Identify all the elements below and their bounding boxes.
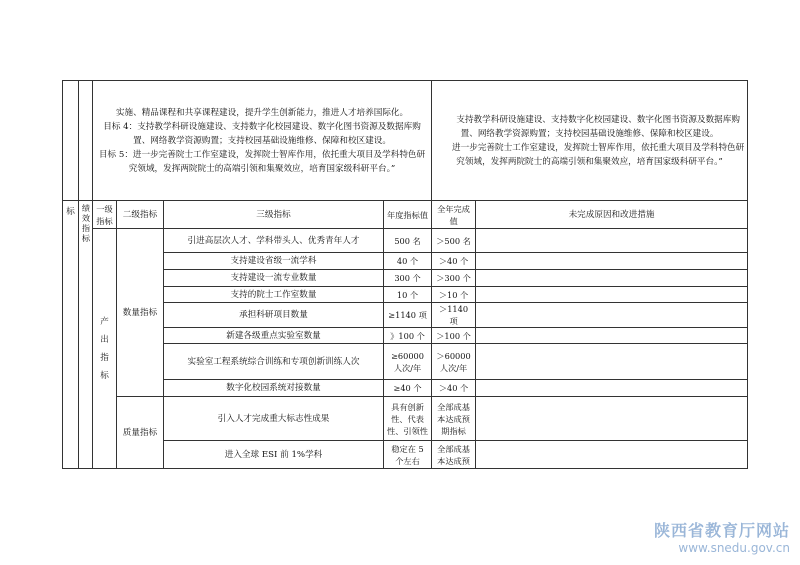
goal-paragraph: 支持教学科研设施建设、支持数字化校园建设、数字化图书资源及数据库购置、网络教学资源购置；支持校园基础设施维修、保障和校区建设。: [456, 114, 740, 139]
level1-output-cell: [93, 229, 117, 469]
actual-cell: ＞1140 项: [432, 303, 476, 328]
actual-cell: ＞100 个: [432, 328, 476, 344]
table-row: [63, 380, 748, 397]
level1-output-label: 产出指标: [100, 316, 109, 381]
target-cell: ≥40 个: [384, 380, 432, 397]
reason-cell: [476, 229, 748, 253]
side-label-b: 绩效指标: [81, 203, 91, 243]
header-level1: 一级指标: [93, 201, 117, 229]
header-level2: 二级指标: [117, 201, 164, 229]
performance-table: [62, 80, 748, 469]
target-cell: 10 个: [384, 287, 432, 303]
header-annual-target: 年度指标值: [384, 201, 432, 229]
header-reason: 未完成原因和改进措施: [476, 201, 748, 229]
goal-paragraph: 目标 5：进一步完善院士工作室建设，发挥院士智库作用，依托重大项目及学科特色研究领域，发挥两院院士的高端引领和集聚效应，培育国家级科研平台。”: [98, 149, 426, 174]
table-row: [63, 441, 748, 469]
actual-cell: ＞60000 人次/年: [432, 344, 476, 380]
indicator-cell: 支持建设省级一流学科: [164, 253, 384, 270]
goal-paragraph: 目标 4：支持教学科研设施建设、支持数字化校园建设、数字化图书资源及数据库购置、网络教学资源购置；支持校园基础设施维修、保障和校区建设。: [103, 121, 421, 146]
reason-cell: [476, 397, 748, 441]
actual-cell: 全部成基本达成预期指标: [432, 397, 476, 441]
target-cell: 300 个: [384, 270, 432, 287]
indicator-cell: 新建各级重点实验室数量: [164, 328, 384, 344]
indicator-cell: 支持建设一流专业数量: [164, 270, 384, 287]
reason-cell: [476, 380, 748, 397]
target-cell: 500 名: [384, 229, 432, 253]
target-cell: ≥60000 人次/年: [384, 344, 432, 380]
reason-cell: [476, 303, 748, 328]
reason-cell: [476, 270, 748, 287]
table-row: [63, 253, 748, 270]
header-level3: 三级指标: [164, 201, 384, 229]
table-row: [63, 229, 748, 253]
table-row: [63, 303, 748, 328]
watermark-title: 陕西省教育厅网站: [653, 521, 790, 540]
actual-cell: ＞10 个: [432, 287, 476, 303]
indicator-cell: 进入全球 ESI 前 1%学科: [164, 441, 384, 469]
table-row: [63, 397, 748, 441]
header-row: [63, 201, 748, 229]
reason-cell: [476, 328, 748, 344]
table-row: [63, 270, 748, 287]
target-cell: 40 个: [384, 253, 432, 270]
indicator-cell: 引进高层次人才、学科带头人、优秀青年人才: [164, 229, 384, 253]
reason-cell: [476, 441, 748, 469]
actual-cell: ＞40 个: [432, 253, 476, 270]
indicator-cell: 承担科研项目数量: [164, 303, 384, 328]
side-label-a: 标: [66, 207, 75, 217]
indicator-cell: 引入人才完成重大标志性成果: [164, 397, 384, 441]
group-quality: 质量指标: [117, 397, 164, 469]
goal-paragraph: 实施、精品课程和共享课程建设，提升学生创新能力，推进人才培养国际化。: [115, 107, 409, 118]
actual-cell: ＞300 个: [432, 270, 476, 287]
goals-right-cell: [432, 81, 748, 201]
target-cell: 》100 个: [384, 328, 432, 344]
side-label-a-cell: [63, 201, 79, 469]
target-cell: 具有创新性、代表性、引领性: [384, 397, 432, 441]
indicator-cell: 支持的院士工作室数量: [164, 287, 384, 303]
watermark: [654, 518, 790, 555]
actual-cell: ＞500 名: [432, 229, 476, 253]
actual-cell: 全部成基本达成预: [432, 441, 476, 469]
goal-paragraph: 进一步完善院士工作室建设，发挥院士智库作用，依托重大项目及学科特色研究领域，发挥两院院士的高端引领和集聚效应，培育国家级科研平台。”: [452, 142, 745, 167]
goals-left-cell: [93, 81, 432, 201]
target-cell: ≥1140 项: [384, 303, 432, 328]
side-label-b-cell: [79, 201, 93, 469]
actual-cell: ＞40 个: [432, 380, 476, 397]
indicator-cell: 数字化校园系统对接数量: [164, 380, 384, 397]
reason-cell: [476, 344, 748, 380]
watermark-url: www.snedu.gov.cn: [678, 541, 790, 555]
table-row: [63, 328, 748, 344]
table-row: [63, 287, 748, 303]
reason-cell: [476, 287, 748, 303]
indicator-cell: 实验室工程系统综合训练和专项创新训练人次: [164, 344, 384, 380]
reason-cell: [476, 253, 748, 270]
group-quantity: 数量指标: [117, 229, 164, 397]
target-cell: 稳定在 5 个左右: [384, 441, 432, 469]
table-row: [63, 344, 748, 380]
header-annual-actual: 全年完成值: [432, 201, 476, 229]
